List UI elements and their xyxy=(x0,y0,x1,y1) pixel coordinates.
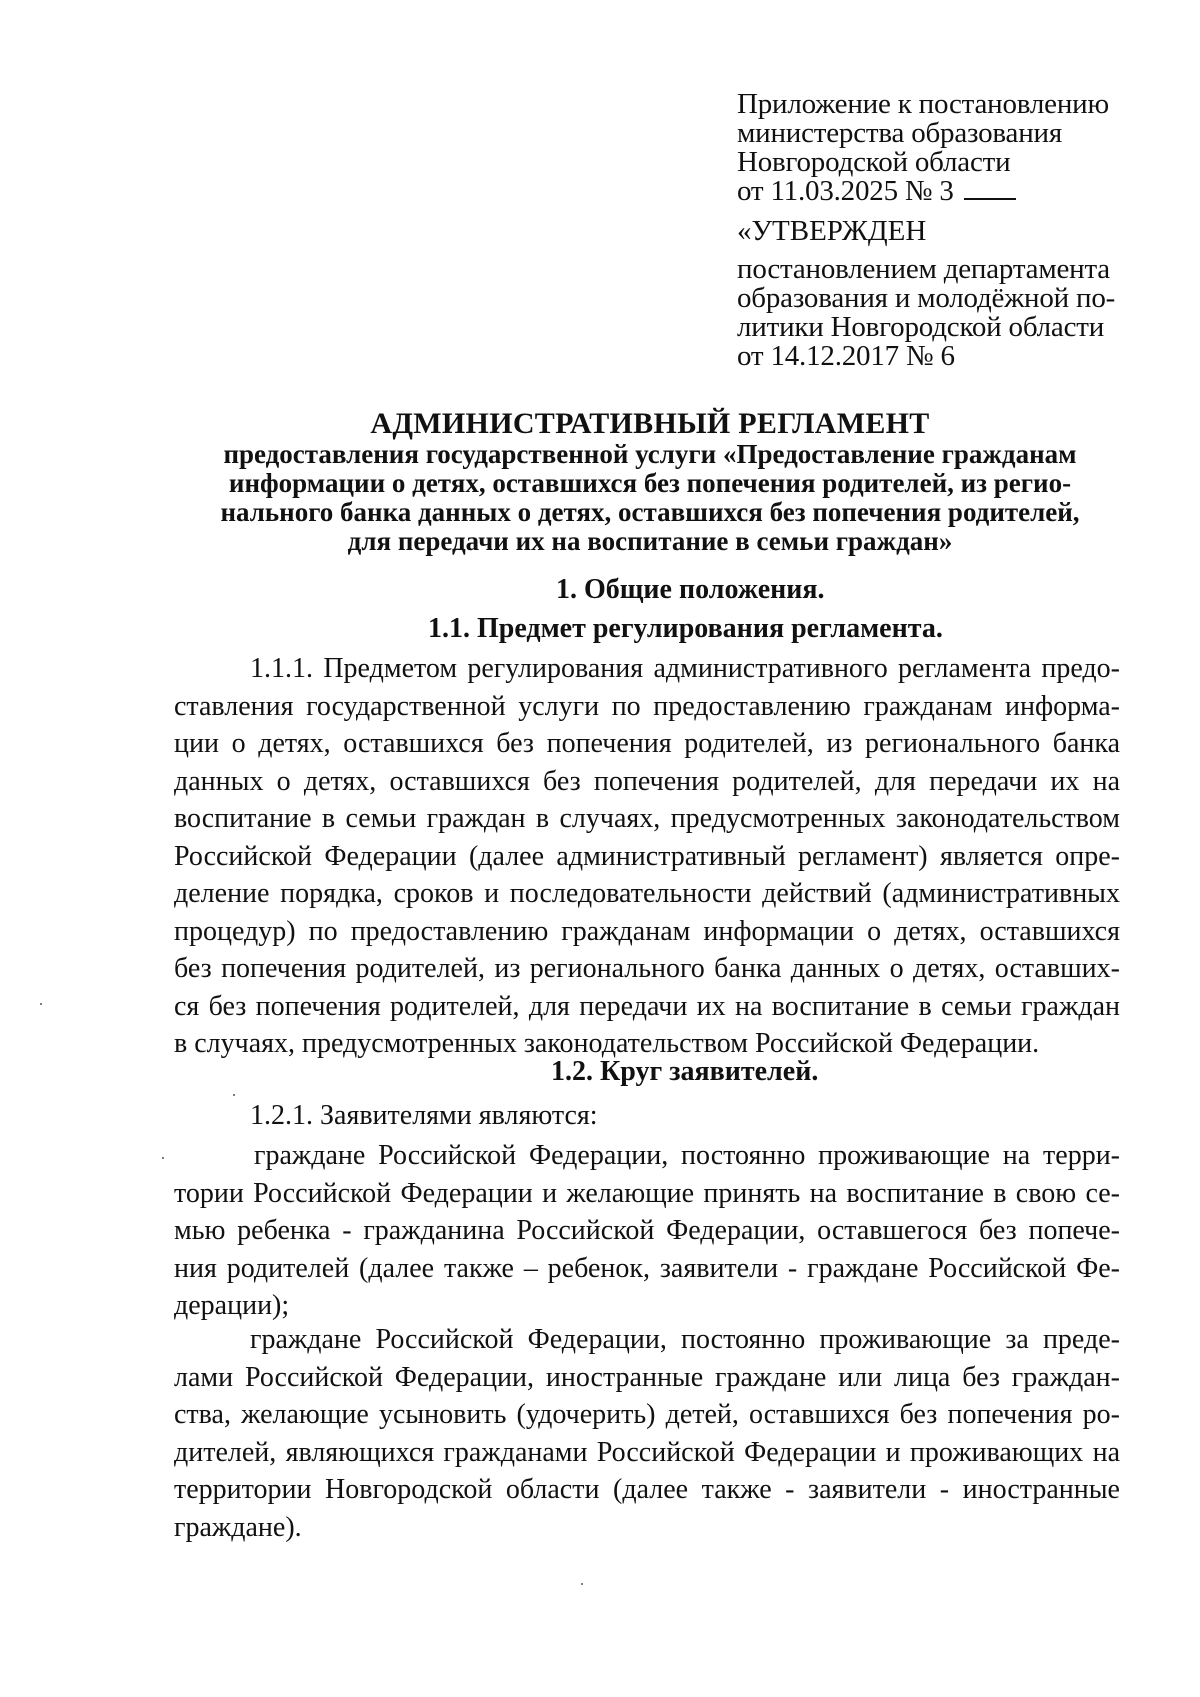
approved-by-line: от 14.12.2017 № 6 xyxy=(737,340,955,372)
paragraph-line: данных о детях, оставшихся без попечения родителей, для передачи их на xyxy=(174,765,1120,797)
paragraph-line: процедур) по предоставлению гражданам информации о детях, оставшихся xyxy=(174,915,1120,947)
paragraph-line: граждане). xyxy=(174,1511,302,1543)
paragraph-line: без попечения родителей, из регионального банка данных о детях, оставших- xyxy=(174,953,1120,984)
paragraph-line: деление порядка, сроков и последовательности действий (административных xyxy=(174,878,1120,909)
paragraph-line: граждане Российской Федерации, постоянно проживающие за преде- xyxy=(250,1324,1120,1355)
paragraph-1-1-1 xyxy=(174,650,1120,1063)
section-heading: 1. Общие положения. xyxy=(556,574,825,605)
paragraph-line: Российской Федерации (далее административный регламент) является опре- xyxy=(174,840,1120,872)
approved-by-line: постановлением департамента xyxy=(737,253,1110,285)
approved-by-line: литики Новгородской области xyxy=(737,311,1105,343)
approved-by-line: образования и молодёжной по- xyxy=(737,282,1116,314)
appendix-line: Приложение к постановлению xyxy=(737,88,1109,120)
approved-label: «УТВЕРЖДЕН xyxy=(737,215,927,247)
document-subtitle-line: предоставления государственной услуги «Предоставление гражданам xyxy=(223,439,1077,469)
paragraph-line: дерации); xyxy=(174,1290,290,1321)
paragraph-line: 1.2.1. Заявителями являются: xyxy=(250,1100,598,1131)
appendix-block xyxy=(737,90,1137,206)
paragraph-line: ции о детях, оставшихся без попечения родителей, из регионального банка xyxy=(174,728,1120,759)
subsection-heading: 1.1. Предмет регулирования регламента. xyxy=(428,613,943,644)
appendix-date-line xyxy=(737,177,1137,206)
paragraph-line: ся без попечения родителей, для передачи их на воспитание в семьи граждан xyxy=(174,990,1120,1022)
scan-speck xyxy=(233,1094,235,1096)
paragraph-applicants-foreign xyxy=(174,1321,1120,1546)
paragraph-applicants-rf xyxy=(174,1137,1120,1325)
paragraph-line: воспитание в семьи граждан в случаях, предусмотренных законодательством xyxy=(174,803,1120,834)
document-title: АДМИНИСТРАТИВНЫЙ РЕГЛАМЕНТ xyxy=(370,407,930,440)
paragraph-line: тории Российской Федерации и желающие принять на воспитание в свою се- xyxy=(174,1177,1120,1209)
paragraph-line: территории Новгородской области (далее также - заявители - иностранные xyxy=(174,1474,1120,1505)
approved-by-block xyxy=(737,255,1137,371)
paragraph-line: дителей, являющихся гражданами Российской Федерации и проживающих на xyxy=(174,1436,1120,1468)
paragraph-line: граждане Российской Федерации, постоянно проживающие на терри- xyxy=(254,1140,1120,1171)
document-subtitle-line: нального банка данных о детях, оставшихся без попечения родителей, xyxy=(220,497,1080,527)
document-subtitle-line: для передачи их на воспитание в семьи граждан» xyxy=(347,526,953,556)
signature-blank-line xyxy=(964,180,1016,200)
paragraph-line: в случаях, предусмотренных законодательством Российской Федерации. xyxy=(174,1028,1040,1059)
appendix-date: от 11.03.2025 № 3 xyxy=(737,175,954,207)
paragraph-line: 1.1.1. Предметом регулирования административного регламента предо- xyxy=(250,653,1120,684)
paragraph-1-2-1-intro xyxy=(174,1097,1120,1135)
paragraph-line: ства, желающие усыновить (удочерить) детей, оставшихся без попечения ро- xyxy=(174,1399,1120,1430)
paragraph-line: мью ребенка - гражданина Российской Федерации, оставшегося без попече- xyxy=(174,1215,1120,1246)
scan-speck xyxy=(40,1003,42,1005)
paragraph-line: ставления государственной услуги по предоставлению гражданам информа- xyxy=(174,690,1120,722)
paragraph-line: лами Российской Федерации, иностранные граждане или лица без граждан- xyxy=(174,1361,1120,1393)
appendix-line: Новгородской области xyxy=(737,146,1011,178)
paragraph-line: ния родителей (далее также – ребенок, заявители - граждане Российской Фе- xyxy=(174,1252,1120,1284)
appendix-line: министерства образования xyxy=(737,117,1062,149)
document-title-block xyxy=(180,408,1120,556)
scan-speck xyxy=(162,1157,164,1159)
document-subtitle-line: информации о детях, оставшихся без попечения родителей, из регио- xyxy=(228,468,1072,498)
subsection-heading: 1.2. Круг заявителей. xyxy=(551,1056,819,1087)
scan-speck xyxy=(581,1583,583,1585)
